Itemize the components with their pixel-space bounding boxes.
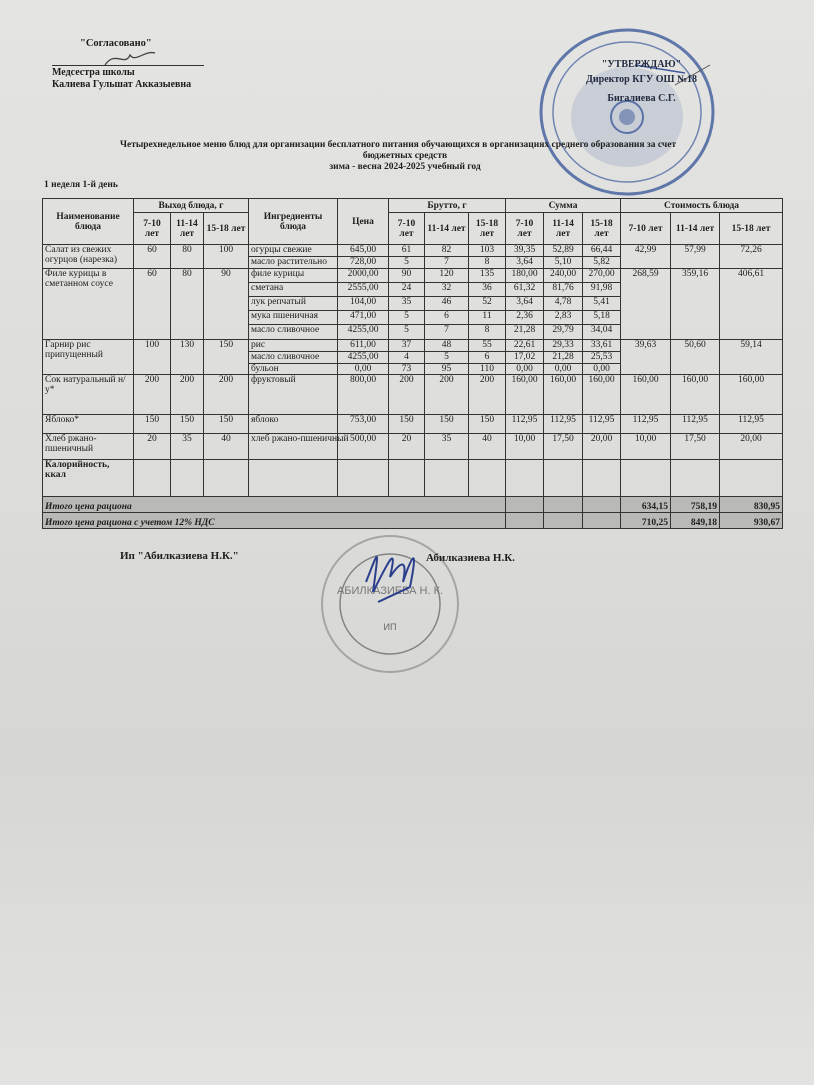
ingredient-price: 645,00 [338,245,389,257]
total-value: 758,19 [671,497,720,513]
dish-yield: 100 [204,245,249,269]
dish-yield: 80 [171,245,204,269]
ingredient-brutto: 7 [425,257,469,269]
ingredient-brutto: 5 [389,311,425,325]
empty-cell [621,460,671,497]
signature-line [52,65,204,66]
ingredient-sum: 3,64 [506,297,544,311]
dish-cost: 17,50 [671,434,720,460]
dish-cost: 72,26 [720,245,783,269]
ingredient-sum: 21,28 [544,352,583,364]
approve-block [586,57,697,106]
director-name: Бигалиева С.Г. [607,93,676,104]
ingredient-sum: 25,53 [583,352,621,364]
ingredient-name: мука пшеничная [249,311,338,325]
ingredient-price: 104,00 [338,297,389,311]
ingredient-sum: 17,50 [544,434,583,460]
ingredient-price: 2000,00 [338,269,389,283]
header-brutto: Брутто, г [389,199,506,213]
ingredient-sum: 66,44 [583,245,621,257]
ingredient-brutto: 5 [389,325,425,340]
ingredient-brutto: 150 [469,415,506,434]
dish-yield: 150 [171,415,204,434]
empty-cell [506,460,544,497]
nurse-name: Калиева Гульшат Акказыевна [52,79,192,90]
ingredient-brutto: 55 [469,340,506,352]
calories-row [43,460,783,497]
header-brutto-age: 7-10 лет [389,213,425,245]
stamp-type: ИП [383,622,397,632]
ingredient-brutto: 73 [389,364,425,375]
stamp-name: АБИЛКАЗИЕВА Н. К. [336,585,444,597]
ingredient-name: яблоко [249,415,338,434]
ingredient-brutto: 46 [425,297,469,311]
ip-right-label: Абилказиева Н.К. [426,552,515,564]
director-title: Директор КГУ ОШ №18 [586,74,698,85]
ingredient-name: филе курицы [249,269,338,283]
ingredient-name: лук репчатый [249,297,338,311]
title-line-3: зима - весна 2024-2025 учебный год [329,162,481,172]
dish-cost: 268,59 [621,269,671,340]
ingredient-brutto: 150 [389,415,425,434]
empty-cell [469,460,506,497]
ip-left-label: Ип "Абилказиева Н.К." [120,550,239,562]
ingredient-brutto: 36 [469,283,506,297]
header-cost-age: 11-14 лет [671,213,720,245]
empty-cell [583,513,621,529]
total-value: 930,67 [720,513,783,529]
empty-cell [506,497,544,513]
ingredient-sum: 81,76 [544,283,583,297]
ingredient-brutto: 7 [425,325,469,340]
header-brutto-age: 15-18 лет [469,213,506,245]
empty-cell [544,497,583,513]
ingredient-price: 611,00 [338,340,389,352]
ingredient-name: хлеб ржано-пшеничный [249,434,338,460]
empty-cell [671,460,720,497]
ingredient-brutto: 8 [469,257,506,269]
dish-yield: 130 [171,340,204,375]
agreed-label: "Согласовано" [80,38,152,49]
ingredient-sum: 29,79 [544,325,583,340]
ingredient-name: бульон [249,364,338,375]
table-row [43,245,783,257]
ingredient-sum: 180,00 [506,269,544,283]
ingredient-brutto: 110 [469,364,506,375]
dish-yield: 100 [134,340,171,375]
ingredient-brutto: 200 [389,375,425,415]
total-value: 710,25 [621,513,671,529]
dish-cost: 20,00 [720,434,783,460]
ingredient-sum: 5,41 [583,297,621,311]
table-row [43,269,783,283]
dish-yield: 150 [134,415,171,434]
ingredient-sum: 112,95 [506,415,544,434]
dish-yield: 60 [134,269,171,340]
dish-cost: 39,63 [621,340,671,375]
header-yield-age: 15-18 лет [204,213,249,245]
ingredient-sum: 17,02 [506,352,544,364]
dish-name: Салат из свежих огурцов (нарезка) [43,245,134,269]
ingredient-brutto: 200 [425,375,469,415]
ingredient-sum: 61,32 [506,283,544,297]
ingredient-brutto: 5 [425,352,469,364]
week-day-label: 1 неделя 1-й день [44,180,118,190]
ingredient-sum: 20,00 [583,434,621,460]
ingredient-price: 753,00 [338,415,389,434]
header-yield-age: 11-14 лет [171,213,204,245]
title-line-2: бюджетных средств [362,151,448,161]
ingredient-brutto: 95 [425,364,469,375]
ingredient-brutto: 61 [389,245,425,257]
ingredient-name: масло растительно [249,257,338,269]
empty-cell [720,460,783,497]
dish-yield: 150 [204,340,249,375]
ingredient-brutto: 135 [469,269,506,283]
dish-yield: 20 [134,434,171,460]
ingredient-sum: 160,00 [583,375,621,415]
empty-cell [583,497,621,513]
ingredient-sum: 160,00 [544,375,583,415]
ingredient-brutto: 8 [469,325,506,340]
ingredient-price: 2555,00 [338,283,389,297]
ingredient-brutto: 6 [425,311,469,325]
header-yield-age: 7-10 лет [134,213,171,245]
dish-cost: 359,16 [671,269,720,340]
dish-yield: 200 [134,375,171,415]
approval-stamp [535,25,720,200]
ingredient-name: сметана [249,283,338,297]
total-value: 634,15 [621,497,671,513]
total-value: 830,95 [720,497,783,513]
ingredient-sum: 2,36 [506,311,544,325]
dish-yield: 60 [134,245,171,269]
dish-yield: 90 [204,269,249,340]
empty-cell [425,460,469,497]
ingredient-brutto: 5 [389,257,425,269]
ingredient-name: фруктовый [249,375,338,415]
document-title [120,140,810,173]
ingredient-brutto: 200 [469,375,506,415]
empty-cell [583,460,621,497]
table-row [43,415,783,434]
dish-cost: 160,00 [720,375,783,415]
dish-yield: 80 [171,269,204,340]
ingredient-price: 800,00 [338,375,389,415]
table-row [43,340,783,352]
ingredient-brutto: 32 [425,283,469,297]
ingredient-price: 500,00 [338,434,389,460]
ingredient-name: масло сливочное [249,325,338,340]
header-sum: Сумма [506,199,621,213]
header-sum-age: 11-14 лет [544,213,583,245]
ingredient-sum: 5,18 [583,311,621,325]
dish-name: Яблоко* [43,415,134,434]
ingredient-brutto: 120 [425,269,469,283]
empty-cell [389,460,425,497]
nurse-block [52,67,191,91]
ingredient-price: 728,00 [338,257,389,269]
header-brutto-age: 11-14 лет [425,213,469,245]
header-cost: Стоимость блюда [621,199,783,213]
dish-cost: 50,60 [671,340,720,375]
empty-cell [171,460,204,497]
empty-cell [506,513,544,529]
ingredient-brutto: 150 [425,415,469,434]
ingredient-sum: 5,82 [583,257,621,269]
header-sum-age: 15-18 лет [583,213,621,245]
ingredient-sum: 270,00 [583,269,621,283]
ingredient-sum: 0,00 [544,364,583,375]
header-dish: Наименование блюда [43,199,134,245]
empty-cell [544,460,583,497]
ingredient-sum: 5,10 [544,257,583,269]
ingredient-sum: 112,95 [583,415,621,434]
dish-cost: 57,99 [671,245,720,269]
ingredient-sum: 21,28 [506,325,544,340]
ingredient-brutto: 48 [425,340,469,352]
total-row [43,513,783,529]
ingredient-sum: 91,98 [583,283,621,297]
ingredient-price: 0,00 [338,364,389,375]
ingredient-price: 4255,00 [338,352,389,364]
ingredient-sum: 0,00 [583,364,621,375]
ingredient-brutto: 103 [469,245,506,257]
header-cost-age: 7-10 лет [621,213,671,245]
dish-yield: 35 [171,434,204,460]
ingredient-brutto: 37 [389,340,425,352]
dish-name: Хлеб ржано-пшеничный [43,434,134,460]
header-cost-age: 15-18 лет [720,213,783,245]
empty-cell [204,460,249,497]
ingredient-brutto: 40 [469,434,506,460]
ingredient-name: огурцы свежие [249,245,338,257]
empty-cell [249,460,338,497]
ingredient-brutto: 35 [425,434,469,460]
ingredient-brutto: 4 [389,352,425,364]
total-value: 849,18 [671,513,720,529]
ingredient-sum: 2,83 [544,311,583,325]
ingredient-brutto: 20 [389,434,425,460]
title-line-1: Четырехнедельное меню блюд для организации бесплатного питания обучающихся в организациях среднего образования за счет [120,140,677,150]
empty-cell [134,460,171,497]
ingredient-sum: 4,78 [544,297,583,311]
calories-label: Калорийность, ккал [43,460,134,497]
ingredient-brutto: 11 [469,311,506,325]
ingredient-sum: 52,89 [544,245,583,257]
ingredient-price: 471,00 [338,311,389,325]
ingredient-brutto: 52 [469,297,506,311]
total-label: Итого цена рациона [43,497,506,513]
header-ingredients: Ингредиенты блюда [249,199,338,245]
dish-cost: 42,99 [621,245,671,269]
dish-name: Филе курицы в сметанном соусе [43,269,134,340]
header-yield: Выход блюда, г [134,199,249,213]
header-price: Цена [338,199,389,245]
ingredient-sum: 33,61 [583,340,621,352]
dish-cost: 59,14 [720,340,783,375]
total-label: Итого цена рациона с учетом 12% НДС [43,513,506,529]
ingredient-name: масло сливочное [249,352,338,364]
dish-cost: 160,00 [671,375,720,415]
empty-cell [544,513,583,529]
dish-name: Гарнир рис припущенный [43,340,134,375]
dish-cost: 112,95 [720,415,783,434]
ingredient-sum: 10,00 [506,434,544,460]
ingredient-brutto: 35 [389,297,425,311]
dish-cost: 406,61 [720,269,783,340]
ingredient-sum: 240,00 [544,269,583,283]
dish-cost: 160,00 [621,375,671,415]
ingredient-sum: 3,64 [506,257,544,269]
total-row [43,497,783,513]
ingredient-brutto: 24 [389,283,425,297]
dish-yield: 200 [204,375,249,415]
table-row [43,434,783,460]
dish-cost: 112,95 [621,415,671,434]
nurse-title: Медсестра школы [52,67,135,78]
ingredient-sum: 0,00 [506,364,544,375]
dish-cost: 10,00 [621,434,671,460]
dish-yield: 40 [204,434,249,460]
dish-yield: 200 [171,375,204,415]
menu-table [42,198,783,529]
table-row [43,375,783,415]
dish-yield: 150 [204,415,249,434]
ingredient-brutto: 82 [425,245,469,257]
approve-label: "УТВЕРЖДАЮ" [601,59,682,70]
ingredient-sum: 22,61 [506,340,544,352]
ingredient-sum: 39,35 [506,245,544,257]
ingredient-brutto: 6 [469,352,506,364]
header-sum-age: 7-10 лет [506,213,544,245]
ingredient-sum: 160,00 [506,375,544,415]
ingredient-sum: 112,95 [544,415,583,434]
dish-cost: 112,95 [671,415,720,434]
ingredient-sum: 29,33 [544,340,583,352]
ingredient-brutto: 90 [389,269,425,283]
dish-name: Сок натуральный н/у* [43,375,134,415]
ingredient-name: рис [249,340,338,352]
ingredient-price: 4255,00 [338,325,389,340]
empty-cell [338,460,389,497]
ingredient-sum: 34,04 [583,325,621,340]
